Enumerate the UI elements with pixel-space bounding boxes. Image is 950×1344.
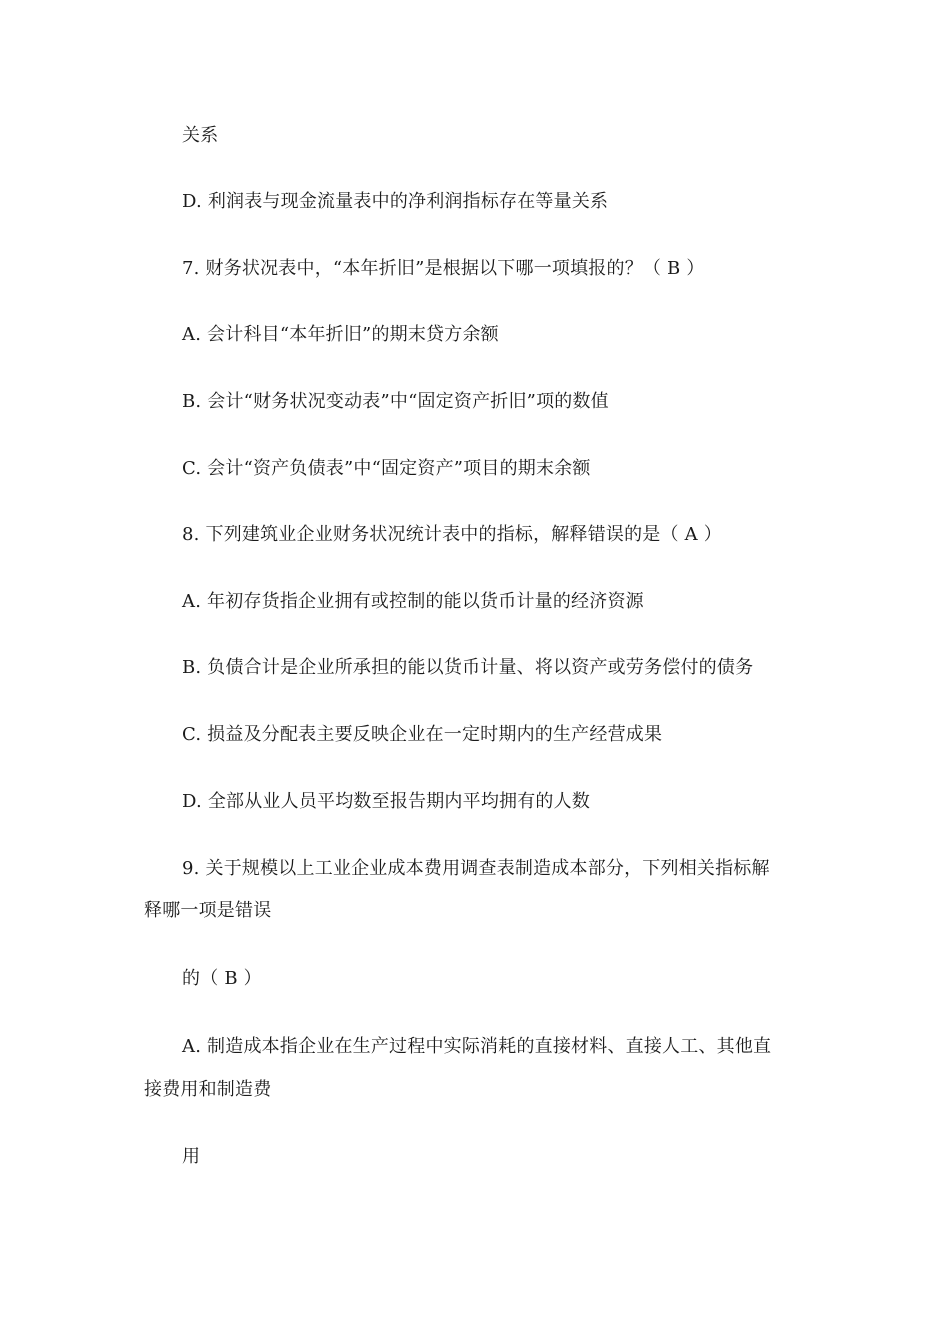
- option-a-q9-line-2: 接费用和制造费: [144, 1079, 272, 1100]
- option-a-q7: A. 会计科目“本年折旧”的期末贷方余额: [182, 324, 499, 345]
- question-8: 8. 下列建筑业企业财务状况统计表中的指标，解释错误的是（ A ）: [182, 524, 722, 545]
- option-b-q7: B. 会计“财务状况变动表”中“固定资产折旧”项的数值: [182, 391, 609, 412]
- option-c-q7: C. 会计“资产负债表”中“固定资产”项目的期末余额: [182, 458, 591, 479]
- option-b-q8: B. 负债合计是企业所承担的能以货币计量、将以资产或劳务偿付的债务: [182, 657, 754, 678]
- question-9-line-1: 9. 关于规模以上工业企业成本费用调查表制造成本部分，下列相关指标解: [182, 858, 770, 879]
- text-line-continuation: 关系: [182, 125, 219, 146]
- option-a-q9-line-1: A. 制造成本指企业在生产过程中实际消耗的直接材料、直接人工、其他直: [182, 1036, 772, 1057]
- option-d-q8: D. 全部从业人员平均数至报告期内平均拥有的人数: [182, 791, 591, 812]
- option-d-q6: D. 利润表与现金流量表中的净利润指标存在等量关系: [182, 191, 609, 212]
- option-c-q8: C. 损益及分配表主要反映企业在一定时期内的生产经营成果: [182, 724, 663, 745]
- question-9-line-2: 释哪一项是错误: [144, 900, 272, 921]
- option-a-q9-line-3: 用: [182, 1146, 201, 1167]
- option-a-q8: A. 年初存货指企业拥有或控制的能以货币计量的经济资源: [182, 591, 644, 612]
- question-9-line-3: 的（ B ）: [182, 968, 262, 989]
- question-7: 7. 财务状况表中，“本年折旧”是根据以下哪一项填报的？（ B ）: [182, 258, 705, 279]
